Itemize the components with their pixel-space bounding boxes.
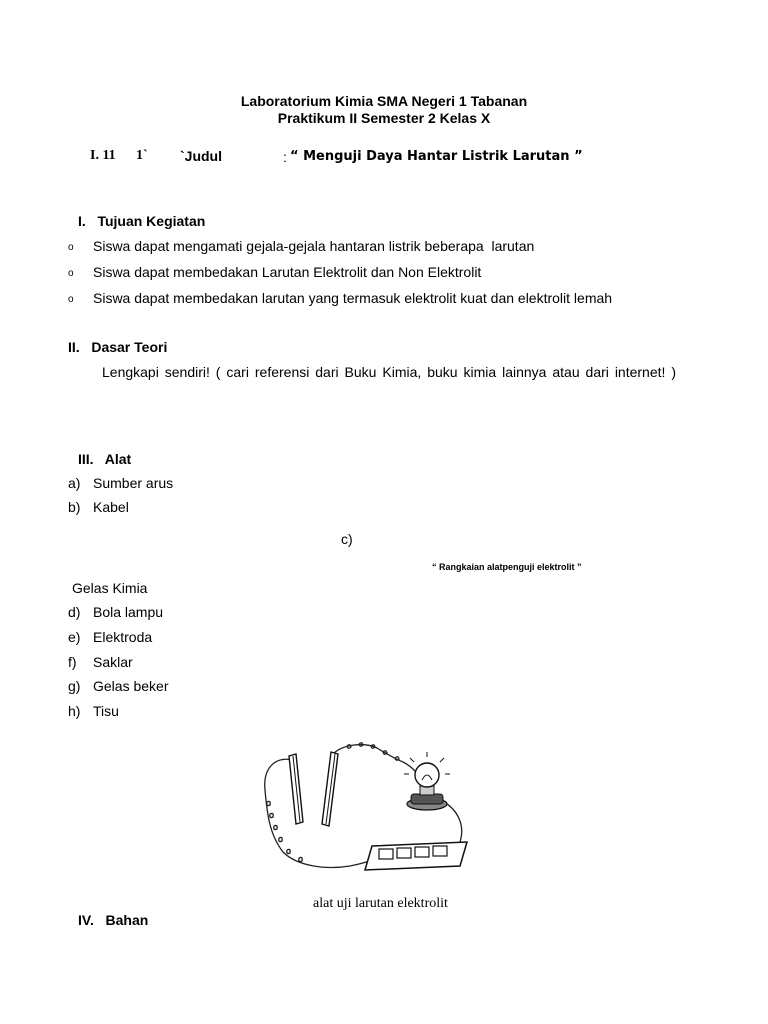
section-1-heading: I. Tujuan Kegiatan (78, 213, 206, 229)
light-bulb-icon (404, 752, 450, 810)
list-marker: f) (68, 654, 77, 670)
tool-item: Elektroda (93, 629, 153, 645)
list-marker: h) (68, 703, 81, 719)
objective-item-3: Siswa dapat membedakan larutan yang termasuk elektrolit kuat dan elektrolit lemah (93, 290, 613, 306)
title-label: `Judul (180, 148, 222, 164)
electrode-right-icon (322, 752, 338, 826)
list-marker: g) (68, 678, 81, 694)
title-mark: 1` (136, 148, 148, 163)
objective-item-1: Siswa dapat mengamati gejala-gejala hantaran listrik beberapa larutan (93, 238, 535, 254)
tool-item: Saklar (93, 654, 133, 670)
tool-item: Gelas beker (93, 678, 169, 694)
tool-item: Sumber arus (93, 475, 174, 491)
electrolyte-tester-diagram (255, 742, 475, 882)
section-2-heading: II. Dasar Teori (68, 339, 168, 355)
section-3-heading: III. Alat (78, 451, 132, 467)
tool-item: Gelas Kimia (72, 580, 148, 596)
bullet-icon: o (68, 294, 74, 305)
tool-item: Bola lampu (93, 604, 164, 620)
bullet-icon: o (68, 268, 74, 279)
list-marker: e) (68, 629, 81, 645)
figure-caption-top: “ Rangkaian alatpenguji elektrolit ” (432, 562, 582, 572)
electrode-left-icon (289, 754, 303, 824)
figure-caption: alat uji larutan elektrolit (313, 896, 448, 911)
list-marker: c) (341, 531, 353, 547)
list-marker: b) (68, 499, 81, 515)
header-line-1: Laboratorium Kimia SMA Negeri 1 Tabanan (240, 93, 528, 109)
switch-icon (365, 842, 467, 870)
title-separator: : (283, 149, 287, 165)
list-marker: a) (68, 475, 81, 491)
tool-item: Kabel (93, 499, 129, 515)
bullet-icon: o (68, 242, 74, 253)
objective-item-2: Siswa dapat membedakan Larutan Elektrolit dan Non Elektrolit (93, 264, 482, 280)
title-value: “ Menguji Daya Hantar Listrik Larutan ” (290, 149, 583, 164)
list-marker: d) (68, 604, 81, 620)
header-line-2: Praktikum II Semester 2 Kelas X (277, 110, 491, 126)
section-4-heading: IV. Bahan (78, 912, 149, 928)
title-number: I. 11 (90, 148, 116, 163)
theory-text: Lengkapi sendiri! ( cari referensi dari Buku Kimia, buku kimia lainnya atau dari internet! ) (102, 364, 676, 380)
tool-item: Tisu (93, 703, 119, 719)
